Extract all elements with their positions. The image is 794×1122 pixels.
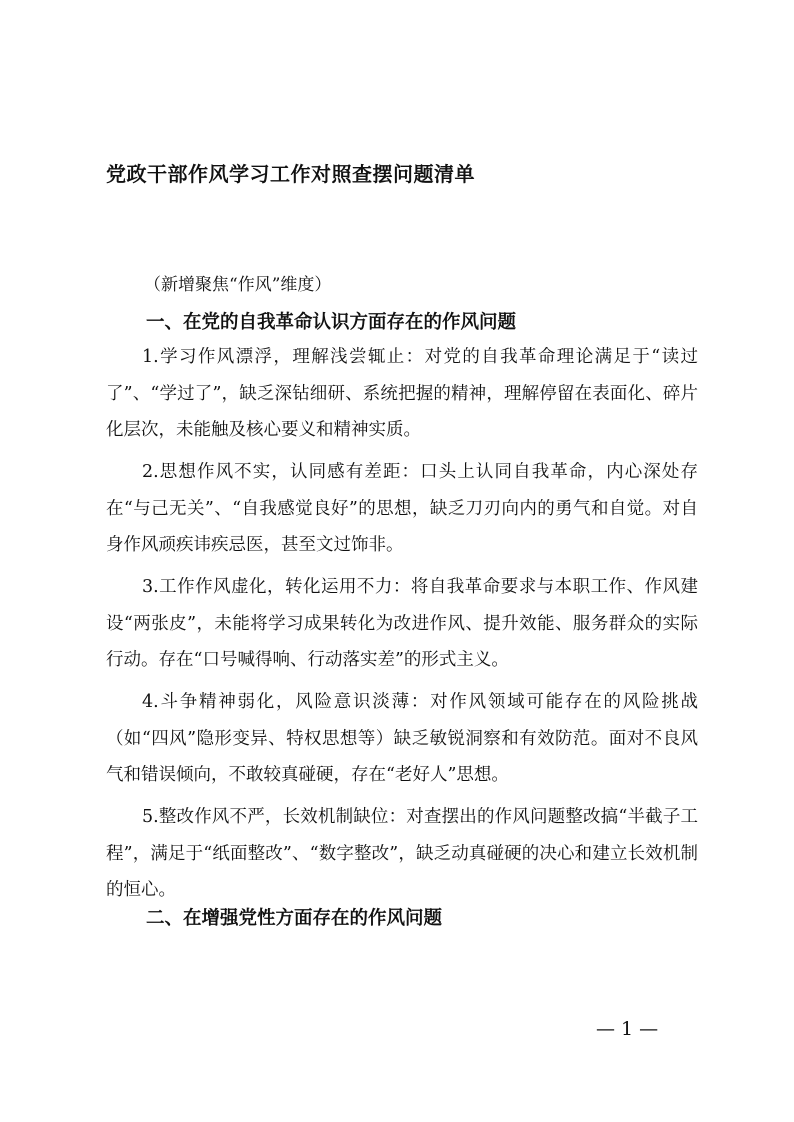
list-item: 5.整改作风不严，长效机制缺位：对查摆出的作风问题整改搞“半截子工程”，满足于“纸面整改”、“数字整改”，缺乏动真碰硬的决心和建立长效机制的恒心。 [106,807,698,900]
document-title: 党政干部作风学习工作对照查摆问题清单 [106,162,475,186]
page-number: — 1 — [596,1018,659,1040]
section-heading-1: 一、在党的自我革命认识方面存在的作风问题 [146,312,517,333]
list-item: 1.学习作风漂浮，理解浅尝辄止：对党的自我革命理论满足于“读过了”、“学过了”，缺乏深钻细研、系统把握的精神，理解停留在表面化、碎片化层次，未能触及核心要义和精神实质。 [106,347,698,440]
list-item: 4.斗争精神弱化，风险意识淡薄：对作风领域可能存在的风险挑战（如“四风”隐形变异、特权思想等）缺乏敏锐洞察和有效防范。面对不良风气和错误倾向，不敢较真碰硬，存在“老好人”思想。 [106,692,698,785]
section-heading-2: 二、在增强党性方面存在的作风问题 [146,908,443,929]
document-subtitle: （新增聚焦“作风”维度） [144,275,332,295]
list-item: 3.工作作风虚化，转化运用不力：将自我革命要求与本职工作、作风建设“两张皮”，未能将学习成果转化为改进作风、提升效能、服务群众的实际行动。存在“口号喊得响、行动落实差”的形式主义。 [106,577,698,670]
list-item: 2.思想作风不实，认同感有差距：口头上认同自我革命，内心深处存在“与己无关”、“自我感觉良好”的思想，缺乏刀刃向内的勇气和自觉。对自身作风顽疾讳疾忌医，甚至文过饰非。 [106,462,698,555]
